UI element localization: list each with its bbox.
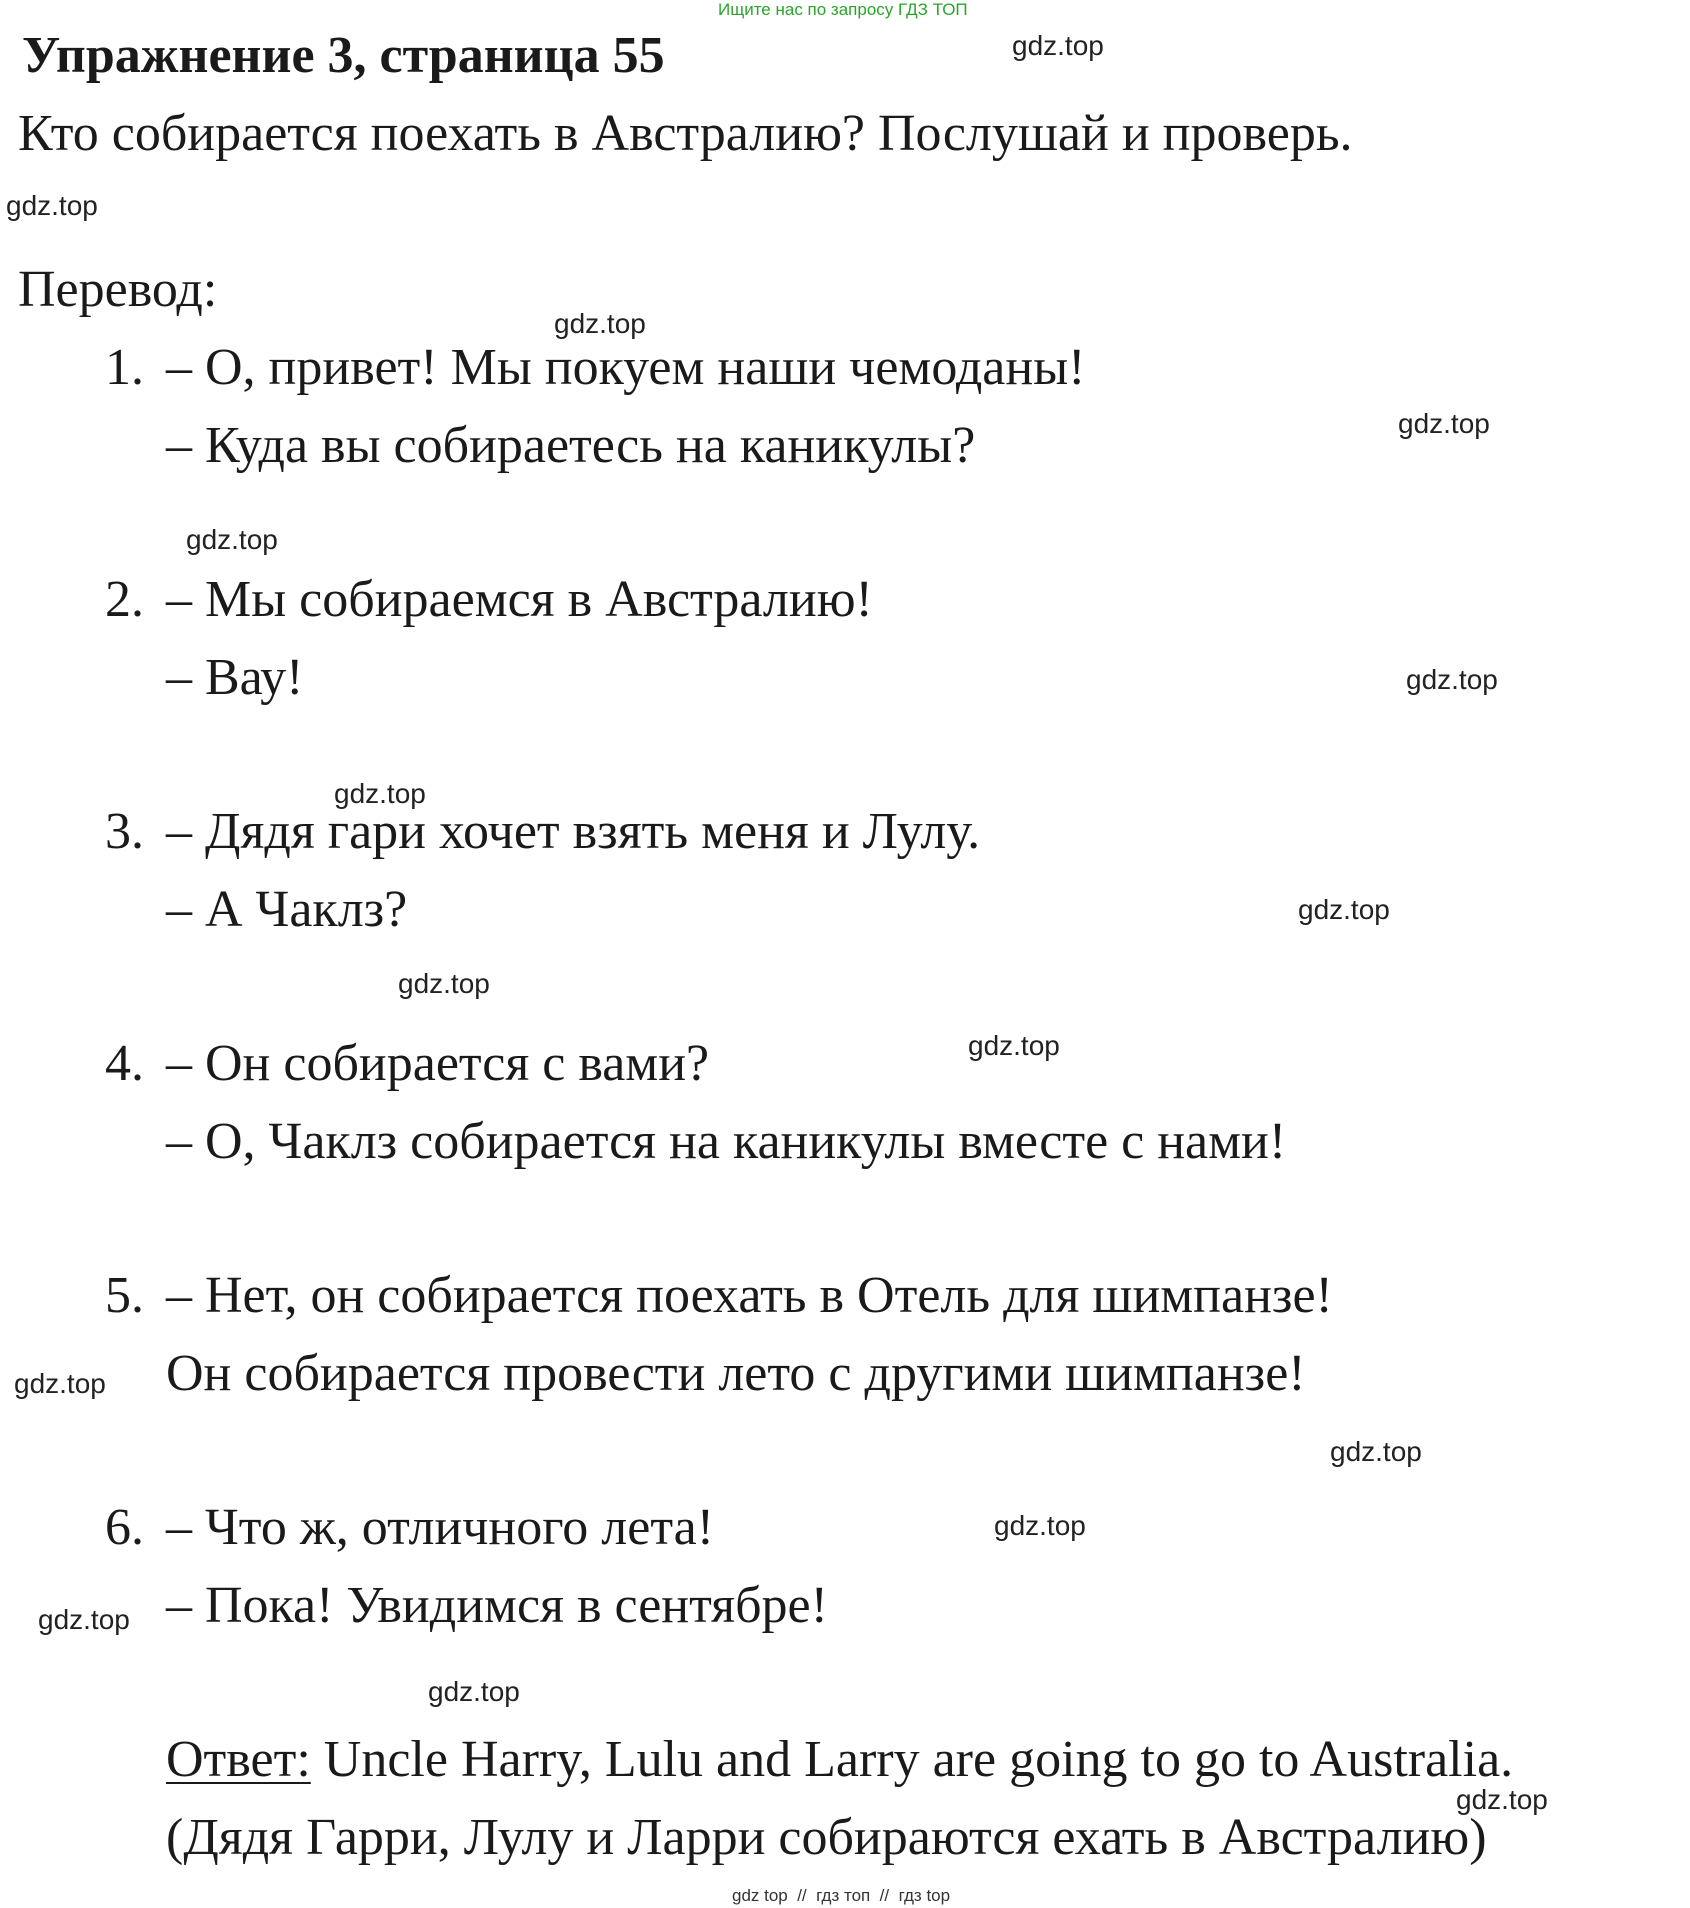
watermark: gdz.top <box>1298 894 1390 925</box>
watermark: gdz.top <box>334 778 426 809</box>
answer-line <box>166 1730 1513 1789</box>
item-number: 3. <box>105 803 144 860</box>
item-4-line-1 <box>72 1034 709 1093</box>
watermark: gdz.top <box>14 1368 106 1399</box>
watermark: gdz.top <box>1398 408 1490 439</box>
watermark: gdz.top <box>186 524 278 555</box>
item-3-line-2: – А Чаклз? <box>166 881 408 938</box>
item-text: – Дядя гари хочет взять меня и Лулу. <box>166 803 981 860</box>
item-1-line-2: – Куда вы собираетесь на каникулы? <box>166 417 976 474</box>
bottom-note: gdz top // гдз топ // гдз top <box>732 1886 951 1905</box>
page-title: Упражнение 3, страница 55 <box>22 27 665 84</box>
watermark: gdz.top <box>1330 1436 1422 1467</box>
task-text: Кто собирается поехать в Австралию? Послушай и проверь. <box>18 105 1353 162</box>
item-5-line-2: Он собирается провести лето с другими шимпанзе! <box>166 1345 1306 1402</box>
item-number: 5. <box>105 1267 144 1324</box>
watermark: gdz.top <box>398 968 490 999</box>
item-2-line-1 <box>72 570 873 629</box>
item-text: – О, привет! Мы покуем наши чемоданы! <box>166 339 1086 396</box>
item-text: – Нет, он собирается поехать в Отель для шимпанзе! <box>166 1267 1333 1324</box>
item-text: – Он собирается с вами? <box>166 1035 710 1092</box>
watermark: gdz.top <box>994 1510 1086 1541</box>
item-text: – Что ж, отличного лета! <box>166 1499 715 1556</box>
watermark: gdz.top <box>1406 664 1498 695</box>
translation-heading: Перевод: <box>18 261 218 318</box>
answer-label: Ответ: <box>166 1731 311 1788</box>
item-1-line-1 <box>72 338 1085 397</box>
watermark: gdz.top <box>428 1676 520 1707</box>
item-6-line-1 <box>72 1498 714 1557</box>
answer-translation: (Дядя Гарри, Лулу и Ларри собираются ехать в Австралию) <box>166 1809 1487 1866</box>
item-3-line-1 <box>72 802 980 861</box>
item-5-line-1 <box>72 1266 1333 1325</box>
item-4-line-2: – О, Чаклз собирается на каникулы вместе с нами! <box>166 1113 1287 1170</box>
watermark: gdz.top <box>1456 1784 1548 1815</box>
item-number: 2. <box>105 571 144 628</box>
item-text: – Мы собираемся в Австралию! <box>166 571 873 628</box>
item-2-line-2: – Вау! <box>166 649 304 706</box>
item-number: 1. <box>105 339 144 396</box>
watermark: gdz.top <box>38 1604 130 1635</box>
item-number: 6. <box>105 1499 144 1556</box>
item-6-line-2: – Пока! Увидимся в сентябре! <box>166 1577 828 1634</box>
top-search-note: Ищите нас по запросу ГДЗ ТОП <box>718 0 968 19</box>
watermark: gdz.top <box>968 1030 1060 1061</box>
item-number: 4. <box>105 1035 144 1092</box>
watermark: gdz.top <box>1012 30 1104 61</box>
watermark: gdz.top <box>554 308 646 339</box>
answer-text: Uncle Harry, Lulu and Larry are going to go to Australia. <box>310 1731 1514 1788</box>
watermark: gdz.top <box>6 190 98 221</box>
